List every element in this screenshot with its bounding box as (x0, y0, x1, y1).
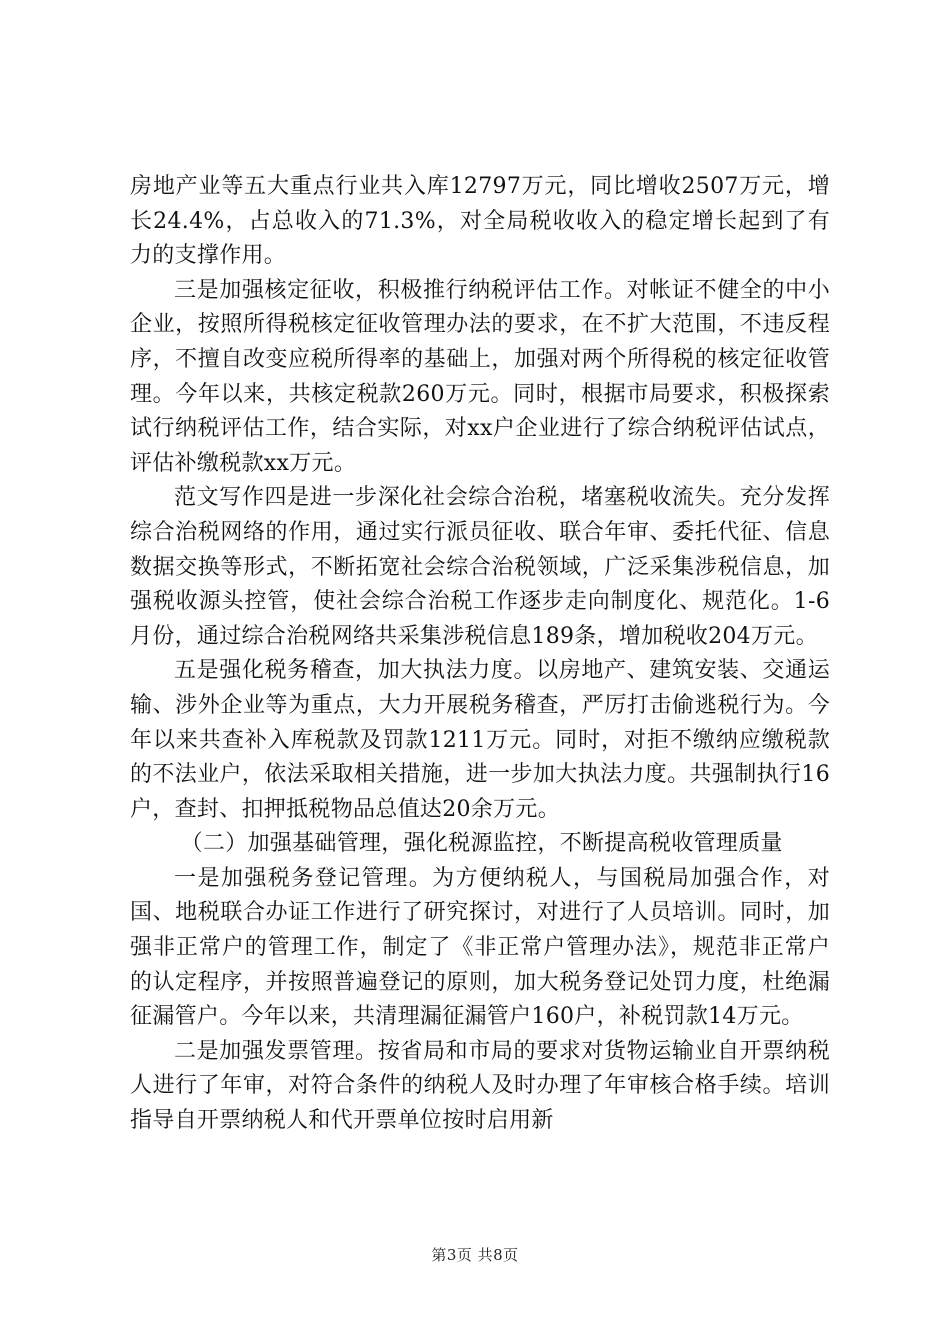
paragraph-item-three: 三是加强核定征收，积极推行纳税评估工作。对帐证不健全的中小企业，按照所得税核定征收管理办法的要求，在不扩大范围，不违反程序，不擅自改变应税所得率的基础上，加强对两个所得税的核定征收管理。今年以来，共核定税款260万元。同时，根据市局要求，积极探索试行纳税评估工作，结合实际，对xx户企业进行了综合纳税评估试点，评估补缴税款xx万元。 (130, 277, 830, 476)
document-body (130, 170, 830, 1139)
paragraph-continuation: 房地产业等五大重点行业共入库12797万元，同比增收2507万元，增长24.4%，占总收入的71.3%，对全局税收收入的稳定增长起到了有力的支撑作用。 (130, 174, 830, 269)
paragraph-item-five: 五是强化税务稽查，加大执法力度。以房地产、建筑安装、交通运输、涉外企业等为重点，大力开展税务稽查，严厉打击偷逃税行为。今年以来共查补入库税款及罚款1211万元。同时，对拒不缴纳应缴税款的不法业户，依法采取相关措施，进一步加大执法力度。共强制执行16户，查封、扣押抵税物品总值达20余万元。 (130, 658, 830, 822)
paragraph-item-four: 范文写作四是进一步深化社会综合治税，堵塞税收流失。充分发挥综合治税网络的作用，通过实行派员征收、联合年审、委托代征、信息数据交换等形式，不断拓宽社会综合治税领域，广泛采集涉税信息，加强税收源头控管，使社会综合治税工作逐步走向制度化、规范化。1-6月份，通过综合治税网络共采集涉税信息189条，增加税收204万元。 (130, 485, 830, 649)
page-number-footer: 第3页 共8页 (431, 1246, 519, 1264)
paragraph-item-two: 二是加强发票管理。按省局和市局的要求对货物运输业自开票纳税人进行了年审，对符合条件的纳税人及时办理了年审核合格手续。培训指导自开票纳税人和代开票单位按时启用新 (130, 1038, 830, 1134)
paragraph-item-one: 一是加强税务登记管理。为方便纳税人，与国税局加强合作，对国、地税联合办证工作进行了研究探讨，对进行了人员培训。同时，加强非正常户的管理工作，制定了《非正常户管理办法》，规范非正常户的认定程序，并按照普遍登记的原则，加大税务登记处罚力度，杜绝漏征漏管户。今年以来，共清理漏征漏管户160户，补税罚款14万元。 (130, 865, 830, 1030)
section-heading: （二）加强基础管理，强化税源监控，不断提高税收管理质量 (180, 831, 783, 857)
